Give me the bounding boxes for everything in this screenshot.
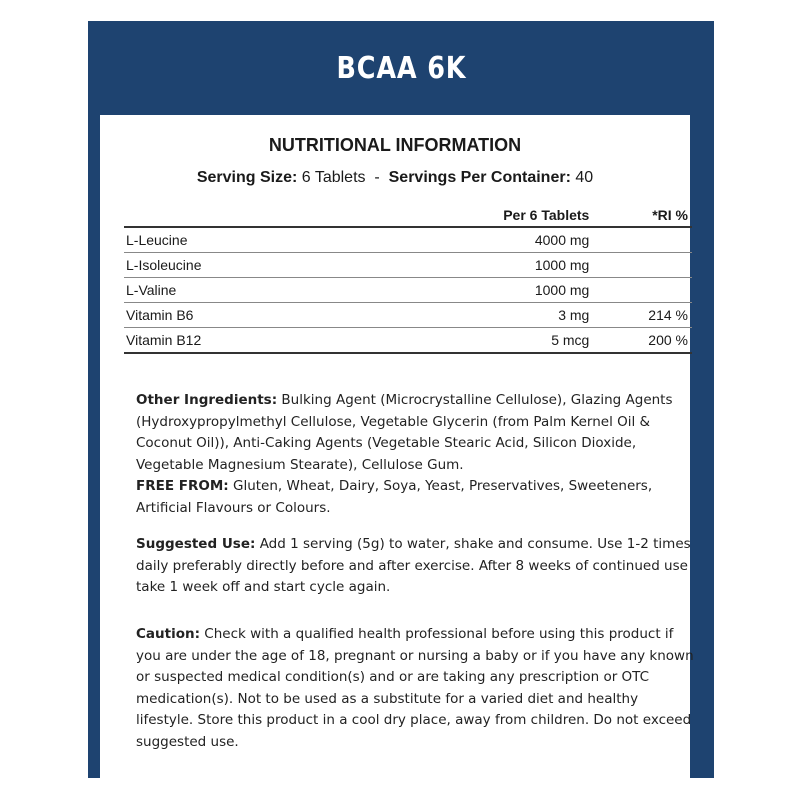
other-ingredients-label: Other Ingredients: bbox=[136, 392, 278, 408]
other-ingredients bbox=[136, 390, 696, 476]
nutrient-name: L-Isoleucine bbox=[124, 253, 459, 278]
nutrient-ri bbox=[593, 227, 692, 253]
table-row bbox=[124, 227, 692, 253]
table-row bbox=[124, 328, 692, 354]
nutrient-name: Vitamin B6 bbox=[124, 303, 459, 328]
other-ingredients-text: Bulking Agent (Microcrystalline Cellulose), Glazing Agents (Hydroxypropylmethyl Cellulose, Vegetable Glycerin (from Palm Kernel Oil & Coconut Oil)), Anti-Caking Agents (Vegetable Stearic Acid, Silicon Dioxide, Vegetable Magnesium Stearate), Cellulose Gum. bbox=[136, 392, 673, 473]
free-from-text: Gluten, Wheat, Dairy, Soya, Yeast, Preservatives, Sweeteners, Artificial Flavours or Colours. bbox=[136, 478, 653, 516]
nutrient-ri bbox=[593, 278, 692, 303]
serving-info bbox=[100, 169, 690, 187]
servings-value: 40 bbox=[575, 169, 594, 186]
nutrient-amount: 1000 mg bbox=[459, 278, 593, 303]
nutrient-amount: 1000 mg bbox=[459, 253, 593, 278]
table-header-row bbox=[124, 207, 692, 227]
product-title: BCAA 6K bbox=[336, 50, 466, 86]
caution-text: Check with a qualified health professional before using this product if you are under the age of 18, pregnant or nursing a baby or if you have any known or suspected medical condition(s) and or are taking any prescription or OTC medication(s). Not to be used as a substitute for a varied diet and healthy lifestyle. Store this product in a cool dry place, away from children. Do not exceed suggested use. bbox=[136, 626, 694, 750]
caution-section bbox=[136, 624, 696, 753]
serving-size-value: 6 Tablets bbox=[301, 169, 366, 186]
column-header: Per 6 Tablets bbox=[459, 207, 593, 227]
serving-size-label: Serving Size: bbox=[196, 169, 298, 186]
nutrient-amount: 4000 mg bbox=[459, 227, 593, 253]
column-header: *RI % bbox=[593, 207, 692, 227]
label-panel bbox=[100, 115, 694, 787]
suggested-use-text: Add 1 serving (5g) to water, shake and consume. Use 1-2 times daily preferably directly before and after exercise. After 8 weeks of continued use take 1 week off and start cycle again. bbox=[136, 536, 691, 595]
nutrition-table bbox=[124, 207, 692, 354]
servings-label: Servings Per Container: bbox=[388, 169, 571, 186]
label-frame bbox=[88, 21, 714, 778]
nutrient-ri: 200 % bbox=[593, 328, 692, 354]
ingredients-section bbox=[136, 390, 696, 519]
nutrient-name: L-Valine bbox=[124, 278, 459, 303]
serving-separator: - bbox=[374, 169, 380, 186]
nutrient-ri bbox=[593, 253, 692, 278]
nutrition-title: NUTRITIONAL INFORMATION bbox=[268, 135, 522, 155]
suggested-use-label: Suggested Use: bbox=[136, 536, 256, 552]
table-row bbox=[124, 278, 692, 303]
nutrient-amount: 5 mcg bbox=[459, 328, 593, 354]
label-header bbox=[88, 21, 714, 115]
column-header bbox=[124, 207, 459, 227]
free-from-label: FREE FROM: bbox=[136, 478, 229, 494]
nutrient-amount: 3 mg bbox=[459, 303, 593, 328]
nutrient-name: Vitamin B12 bbox=[124, 328, 459, 354]
caution-label: Caution: bbox=[136, 626, 200, 642]
table-row bbox=[124, 253, 692, 278]
nutrient-ri: 214 % bbox=[593, 303, 692, 328]
nutrient-name: L-Leucine bbox=[124, 227, 459, 253]
table-row bbox=[124, 303, 692, 328]
suggested-use-section bbox=[136, 534, 696, 599]
free-from bbox=[136, 476, 696, 519]
